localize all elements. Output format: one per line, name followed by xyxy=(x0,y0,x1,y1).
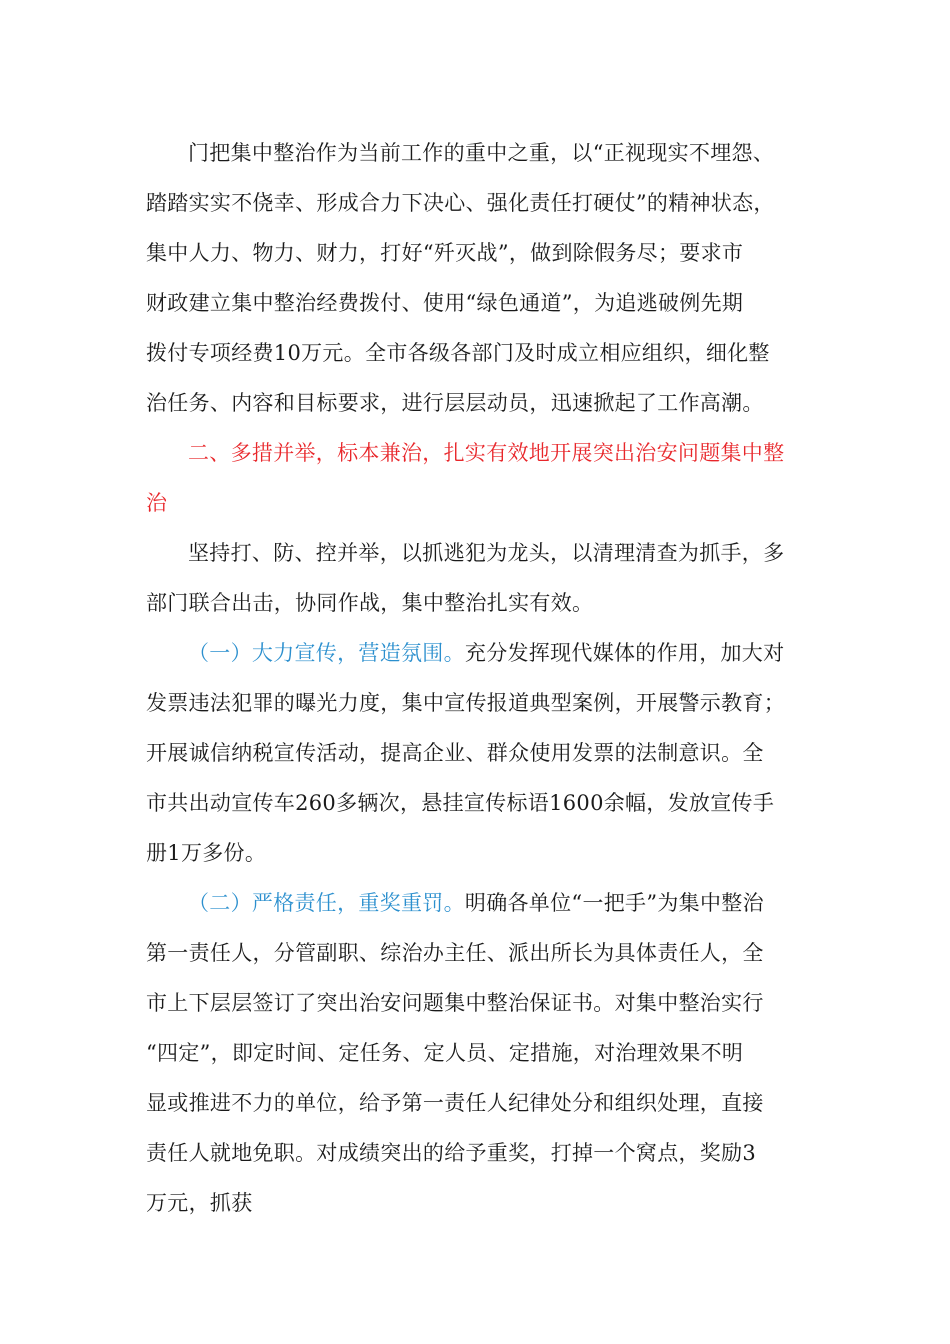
paragraph-line: 市共出动宣传车260多辆次，悬挂宣传标语1600余幅，发放宣传手 xyxy=(146,791,775,815)
subsection-text: 充分发挥现代媒体的作用，加大对 xyxy=(464,641,785,665)
subsection-first-line xyxy=(146,878,806,928)
paragraph-line: 集中人力、物力、财力，打好“歼灭战”，做到除假务尽；要求市 xyxy=(146,241,744,265)
paragraph-line: 门把集中整治作为当前工作的重中之重，以“正视现实不埋怨、 xyxy=(188,141,775,165)
paragraph-line: 部门联合出击，协同作战，集中整治扎实有效。 xyxy=(146,591,594,615)
paragraph-line: 拨付专项经费10万元。全市各级各部门及时成立相应组织，细化整 xyxy=(146,341,770,365)
section-heading: 二、多措并举，标本兼治，扎实有效地开展突出治安问题集中整 xyxy=(188,441,785,465)
paragraph-line: 册1万多份。 xyxy=(146,841,267,865)
paragraph-line: “四定”，即定时间、定任务、定人员、定措施，对治理效果不明 xyxy=(146,1041,744,1065)
paragraph-line: 坚持打、防、控并举，以抓逃犯为龙头，以清理清查为抓手，多 xyxy=(188,541,785,565)
section-heading: 治 xyxy=(146,491,168,515)
document-page xyxy=(146,128,806,1228)
paragraph-line: 市上下层层签订了突出治安问题集中整治保证书。对集中整治实行 xyxy=(146,991,764,1015)
paragraph-line: 财政建立集中整治经费拨付、使用“绿色通道”，为追逃破例先期 xyxy=(146,291,744,315)
paragraph-line: 显或推进不力的单位，给予第一责任人纪律处分和组织处理，直接 xyxy=(146,1091,764,1115)
paragraph-line: 责任人就地免职。对成绩突出的给予重奖，打掉一个窝点，奖励3 xyxy=(146,1141,757,1165)
paragraph-line: 开展诚信纳税宣传活动，提高企业、群众使用发票的法制意识。全 xyxy=(146,741,764,765)
paragraph-line: 踏踏实实不侥幸、形成合力下决心、强化责任打硬仗”的精神状态， xyxy=(146,191,775,215)
subsection-title: （一）大力宣传，营造氛围。 xyxy=(188,641,465,665)
subsection-first-line xyxy=(146,628,806,678)
paragraph-line: 治任务、内容和目标要求，进行层层动员，迅速掀起了工作高潮。 xyxy=(146,391,764,415)
paragraph-line: 第一责任人，分管副职、综治办主任、派出所长为具体责任人，全 xyxy=(146,941,764,965)
subsection-text: 明确各单位“一把手”为集中整治 xyxy=(464,891,764,915)
paragraph-line: 发票违法犯罪的曝光力度，集中宣传报道典型案例，开展警示教育； xyxy=(146,691,785,715)
paragraph-line: 万元，抓获 xyxy=(146,1191,253,1215)
subsection-title: （二）严格责任，重奖重罚。 xyxy=(188,891,465,915)
